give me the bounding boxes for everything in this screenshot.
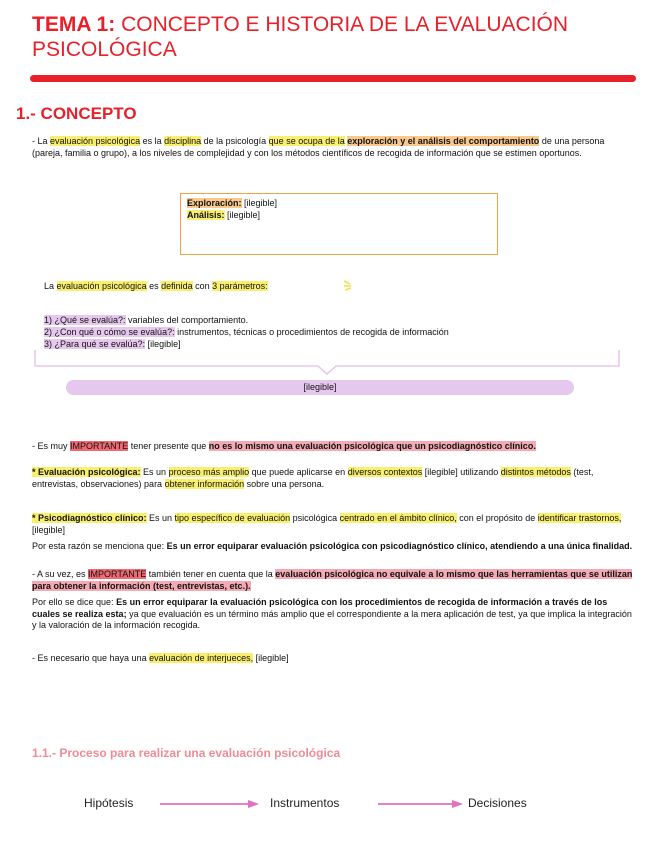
bold-text: Es un error equiparar la evaluación psicológica con los procedimientos de recogida de información a través de los cuales se realiza esta; xyxy=(32,597,608,619)
text: con xyxy=(192,281,213,291)
error-paragraph-1 xyxy=(32,541,636,553)
title-underline xyxy=(30,75,636,82)
text: - La xyxy=(32,136,51,146)
parameter-question: 1) ¿Qué se evalúa?: xyxy=(44,315,126,325)
box-text: [ilegible] xyxy=(224,209,261,220)
highlight: evaluación psicológica no equivale a lo mismo que las herramientas que se utilizan para obtener la información (test, entrevistas, etc.). xyxy=(32,569,633,591)
title-text: CONCEPTO E HISTORIA DE LA EVALUACIÓN PSICOLÓGICA xyxy=(32,13,569,61)
definitions-box xyxy=(180,193,498,255)
parameter-answer: variables del comportamiento. xyxy=(125,315,249,325)
highlight: IMPORTANTE xyxy=(70,441,129,451)
text: [ilegible] xyxy=(32,524,66,535)
highlight: 3 parámetros: xyxy=(212,281,268,291)
text: - Es necesario que haya una xyxy=(32,653,150,663)
arrow-right-icon xyxy=(160,799,260,809)
page-title xyxy=(32,12,642,62)
text: [ilegible] utilizando xyxy=(422,467,501,477)
text: es xyxy=(146,281,162,291)
box-line-analisis xyxy=(187,210,491,222)
bold-text: Es un error equiparar evaluación psicológica con psicodiagnóstico clínico, atendiendo a una única finalidad. xyxy=(166,541,633,551)
label: * Evaluación psicológica: xyxy=(32,467,141,477)
box-text: [ilegible] xyxy=(241,198,278,208)
highlight: centrado en el ámbito clínico, xyxy=(339,513,457,523)
highlight: tipo específico de evaluación xyxy=(174,513,291,523)
text: Es un xyxy=(146,513,175,523)
text: - Es muy xyxy=(32,441,71,451)
section-heading-proceso: 1.1.- Proceso para realizar una evaluación psicológica xyxy=(32,746,341,760)
important-paragraph-2 xyxy=(32,569,636,592)
sparkle-icon xyxy=(342,278,358,292)
highlight: que se ocupa de la xyxy=(268,136,345,146)
text: ya que evaluación es un término más amplio que el correspondiente a la mera aplicación de test, ya que implica la integración y la valoración de la información recogida. xyxy=(32,608,632,630)
highlight: identificar trastornos, xyxy=(537,513,622,523)
text: con el propósito de xyxy=(456,513,538,523)
text: tener presente que xyxy=(128,441,209,451)
text: Por ello se dice que: xyxy=(32,597,117,607)
definition-paragraph xyxy=(32,136,636,159)
text: - A su vez, es xyxy=(32,569,89,579)
parameters-list xyxy=(44,314,634,350)
highlight: diversos contextos xyxy=(347,467,423,477)
highlight: no es lo mismo una evaluación psicológica que un psicodiagnóstico clínico. xyxy=(208,441,536,451)
flow-step-instrumentos: Instrumentos xyxy=(270,796,340,810)
text: psicológica xyxy=(290,513,340,523)
flow-step-hipotesis: Hipótesis xyxy=(84,796,134,810)
text: La xyxy=(44,281,57,291)
text: sobre una persona. xyxy=(244,478,325,489)
highlight: evaluación de interjueces, xyxy=(149,653,254,663)
text: también tener en cuenta que la xyxy=(146,569,276,579)
parameter-answer: [ilegible] xyxy=(145,339,181,349)
title-prefix: TEMA 1: xyxy=(32,13,116,36)
parameter-answer: instrumentos, técnicas o procedimientos de recogida de información xyxy=(174,327,449,337)
arrow-right-icon xyxy=(378,799,464,809)
flow-step-decisiones: Decisiones xyxy=(468,796,527,810)
text: Por esta razón se menciona que: xyxy=(32,541,167,551)
parameter-question: 2) ¿Con qué o cómo se evalúa?: xyxy=(44,327,175,337)
text: es la xyxy=(140,136,165,146)
box-line-exploracion xyxy=(187,198,491,210)
parameters-summary-pill: [ilegible] xyxy=(66,380,574,395)
box-label: Exploración: xyxy=(187,198,242,208)
highlight: evaluación psicológica xyxy=(50,136,141,146)
highlight: disciplina xyxy=(164,136,202,146)
bracket-brace xyxy=(34,348,620,378)
text: de una persona (pareja, familia o grupo), a los niveles de complejidad y con los métodos científicos de recogida de información que se estimen oportunos. xyxy=(32,136,605,158)
section-heading-concepto: 1.- CONCEPTO xyxy=(16,104,137,123)
highlight: proceso más amplio xyxy=(168,467,250,477)
important-paragraph-1 xyxy=(32,441,636,453)
text: (test, entrevistas, observaciones) para xyxy=(32,467,594,489)
highlight: obtener información xyxy=(164,478,245,489)
highlight: exploración y el análisis del comportamiento xyxy=(347,136,540,146)
parameters-intro xyxy=(44,281,344,293)
label: * Psicodiagnóstico clínico: xyxy=(32,513,147,523)
text: que puede aplicarse en xyxy=(249,467,348,477)
parameter-item xyxy=(44,314,634,326)
text: [ilegible] xyxy=(253,653,289,663)
text: de la psicología xyxy=(201,136,269,146)
text: Es un xyxy=(140,467,169,477)
highlight: definida xyxy=(161,281,193,291)
parameter-question: 3) ¿Para qué se evalúa?: xyxy=(44,339,146,349)
error-paragraph-2 xyxy=(32,597,636,632)
interjueces-paragraph xyxy=(32,653,636,665)
psico-definition xyxy=(32,513,636,536)
box-label: Análisis: xyxy=(187,209,225,220)
eval-definition xyxy=(32,467,636,490)
highlight: evaluación psicológica xyxy=(56,281,147,291)
highlight: IMPORTANTE xyxy=(88,569,147,579)
highlight: distintos métodos xyxy=(500,467,571,477)
parameter-item xyxy=(44,326,634,338)
